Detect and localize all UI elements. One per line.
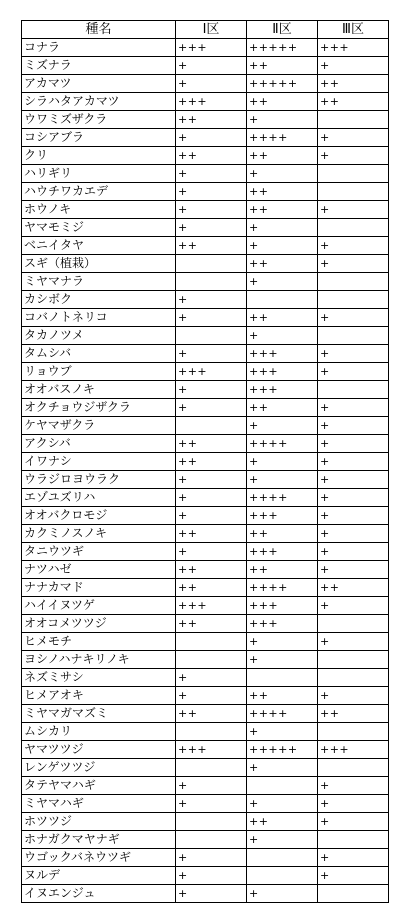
zone-2-cell: + [247, 759, 318, 777]
zone-3-cell: ++ [318, 579, 389, 597]
zone-1-cell: +++ [176, 93, 247, 111]
zone-3-cell [318, 885, 389, 903]
species-name-cell: シラハタアカマツ [22, 93, 176, 111]
table-row [22, 399, 389, 417]
table-row [22, 723, 389, 741]
table-row [22, 345, 389, 363]
zone-1-cell [176, 273, 247, 291]
species-name-cell: コナラ [22, 39, 176, 57]
zone-2-cell: +++ [247, 615, 318, 633]
zone-3-cell [318, 651, 389, 669]
zone-2-cell: ++ [247, 255, 318, 273]
zone-1-cell: + [176, 309, 247, 327]
zone-2-cell: + [247, 795, 318, 813]
species-name-cell: ウラジロヨウラク [22, 471, 176, 489]
table-row [22, 561, 389, 579]
table-row [22, 669, 389, 687]
table-row [22, 615, 389, 633]
table-row [22, 795, 389, 813]
table-header-row [22, 21, 389, 39]
zone-1-cell: + [176, 489, 247, 507]
zone-2-cell: ++ [247, 201, 318, 219]
table-row [22, 525, 389, 543]
zone-3-cell: +++ [318, 39, 389, 57]
zone-2-cell: +++ [247, 381, 318, 399]
table-row [22, 165, 389, 183]
species-name-cell: ウワミズザクラ [22, 111, 176, 129]
species-name-cell: イヌエンジュ [22, 885, 176, 903]
zone-3-cell: + [318, 471, 389, 489]
species-name-cell: ハリギリ [22, 165, 176, 183]
zone-3-cell [318, 219, 389, 237]
zone-2-cell: +++++ [247, 75, 318, 93]
table-row [22, 237, 389, 255]
table-row [22, 291, 389, 309]
table-row [22, 327, 389, 345]
table-row [22, 417, 389, 435]
zone-2-cell: ++ [247, 561, 318, 579]
table-row [22, 471, 389, 489]
zone-3-cell: + [318, 849, 389, 867]
zone-3-cell: + [318, 633, 389, 651]
zone-3-cell [318, 183, 389, 201]
zone-3-cell [318, 723, 389, 741]
header-zone-2: Ⅱ区 [247, 21, 318, 39]
species-name-cell: ヒメモチ [22, 633, 176, 651]
table-row [22, 543, 389, 561]
species-name-cell: コバノトネリコ [22, 309, 176, 327]
zone-1-cell: ++ [176, 615, 247, 633]
zone-3-cell: + [318, 417, 389, 435]
table-row [22, 75, 389, 93]
zone-1-cell: + [176, 471, 247, 489]
table-row [22, 633, 389, 651]
zone-1-cell [176, 723, 247, 741]
species-name-cell: ハウチワカエデ [22, 183, 176, 201]
zone-3-cell [318, 327, 389, 345]
zone-2-cell: ++ [247, 687, 318, 705]
zone-2-cell: + [247, 327, 318, 345]
zone-1-cell: + [176, 867, 247, 885]
species-name-cell: レンゲツツジ [22, 759, 176, 777]
zone-1-cell: ++ [176, 237, 247, 255]
zone-1-cell: + [176, 381, 247, 399]
zone-2-cell: + [247, 165, 318, 183]
zone-1-cell [176, 255, 247, 273]
zone-2-cell: ++ [247, 309, 318, 327]
table-row [22, 309, 389, 327]
zone-1-cell: + [176, 345, 247, 363]
zone-2-cell: ++ [247, 399, 318, 417]
species-name-cell: ヌルデ [22, 867, 176, 885]
species-name-cell: ホツツジ [22, 813, 176, 831]
zone-3-cell: +++ [318, 741, 389, 759]
zone-2-cell: + [247, 111, 318, 129]
zone-3-cell: + [318, 237, 389, 255]
table-row [22, 777, 389, 795]
table-row [22, 687, 389, 705]
zone-3-cell [318, 165, 389, 183]
zone-3-cell: ++ [318, 93, 389, 111]
zone-1-cell: + [176, 669, 247, 687]
zone-3-cell [318, 759, 389, 777]
species-name-cell: カシボク [22, 291, 176, 309]
zone-2-cell [247, 777, 318, 795]
species-name-cell: エゾユズリハ [22, 489, 176, 507]
table-row [22, 741, 389, 759]
zone-1-cell: + [176, 291, 247, 309]
table-row [22, 381, 389, 399]
table-row [22, 201, 389, 219]
zone-2-cell: ++ [247, 93, 318, 111]
zone-1-cell: + [176, 795, 247, 813]
zone-1-cell: ++ [176, 147, 247, 165]
zone-1-cell: ++ [176, 111, 247, 129]
zone-2-cell: + [247, 417, 318, 435]
species-name-cell: クリ [22, 147, 176, 165]
zone-3-cell: + [318, 489, 389, 507]
table-row [22, 219, 389, 237]
table-row [22, 849, 389, 867]
zone-1-cell: ++ [176, 561, 247, 579]
zone-3-cell: + [318, 201, 389, 219]
zone-1-cell [176, 651, 247, 669]
zone-1-cell: +++ [176, 363, 247, 381]
species-name-cell: ホナガクマヤナギ [22, 831, 176, 849]
zone-2-cell: ++++ [247, 129, 318, 147]
species-name-cell: ネズミサシ [22, 669, 176, 687]
zone-2-cell: + [247, 219, 318, 237]
zone-1-cell: + [176, 543, 247, 561]
zone-3-cell: + [318, 147, 389, 165]
zone-2-cell: + [247, 831, 318, 849]
zone-1-cell: +++ [176, 39, 247, 57]
zone-2-cell: ++ [247, 813, 318, 831]
species-name-cell: コシアブラ [22, 129, 176, 147]
zone-1-cell [176, 759, 247, 777]
zone-1-cell: ++ [176, 453, 247, 471]
zone-1-cell: + [176, 777, 247, 795]
table-row [22, 111, 389, 129]
header-zone-1: Ⅰ区 [176, 21, 247, 39]
zone-2-cell: + [247, 237, 318, 255]
zone-1-cell: ++ [176, 435, 247, 453]
zone-3-cell: + [318, 543, 389, 561]
zone-2-cell [247, 291, 318, 309]
zone-2-cell: + [247, 885, 318, 903]
species-name-cell: オクチョウジザクラ [22, 399, 176, 417]
zone-2-cell [247, 849, 318, 867]
table-row [22, 813, 389, 831]
species-name-cell: タテヤマハギ [22, 777, 176, 795]
table-row [22, 453, 389, 471]
zone-3-cell [318, 291, 389, 309]
species-name-cell: ヨシノハナキリノキ [22, 651, 176, 669]
table-row [22, 57, 389, 75]
zone-1-cell: + [176, 57, 247, 75]
zone-3-cell: + [318, 345, 389, 363]
zone-2-cell: + [247, 453, 318, 471]
table-row [22, 831, 389, 849]
species-name-cell: ベニイタヤ [22, 237, 176, 255]
species-name-cell: カクミノスノキ [22, 525, 176, 543]
header-zone-3: Ⅲ区 [318, 21, 389, 39]
zone-2-cell: + [247, 471, 318, 489]
zone-1-cell [176, 417, 247, 435]
table-row [22, 579, 389, 597]
zone-2-cell [247, 867, 318, 885]
zone-3-cell: + [318, 453, 389, 471]
zone-2-cell: +++ [247, 543, 318, 561]
zone-3-cell: + [318, 561, 389, 579]
zone-2-cell: +++++ [247, 741, 318, 759]
table-row [22, 147, 389, 165]
species-name-cell: ミズナラ [22, 57, 176, 75]
zone-1-cell: ++ [176, 579, 247, 597]
zone-3-cell: + [318, 399, 389, 417]
zone-1-cell [176, 633, 247, 651]
zone-2-cell: ++ [247, 183, 318, 201]
species-name-cell: ヤマモミジ [22, 219, 176, 237]
species-name-cell: スギ（植栽） [22, 255, 176, 273]
zone-1-cell: + [176, 75, 247, 93]
species-table-container [21, 20, 389, 903]
zone-2-cell: +++ [247, 363, 318, 381]
zone-3-cell: + [318, 57, 389, 75]
zone-2-cell: ++ [247, 525, 318, 543]
species-name-cell: アクシバ [22, 435, 176, 453]
species-abundance-table [21, 20, 389, 903]
zone-2-cell [247, 669, 318, 687]
species-name-cell: タニウツギ [22, 543, 176, 561]
table-row [22, 129, 389, 147]
zone-3-cell: + [318, 255, 389, 273]
species-name-cell: ウゴックバネウツギ [22, 849, 176, 867]
zone-3-cell: + [318, 435, 389, 453]
table-row [22, 255, 389, 273]
zone-3-cell: + [318, 363, 389, 381]
table-row [22, 507, 389, 525]
zone-2-cell: + [247, 651, 318, 669]
species-name-cell: ハイイヌツゲ [22, 597, 176, 615]
zone-1-cell: + [176, 201, 247, 219]
species-name-cell: ナナカマド [22, 579, 176, 597]
species-name-cell: ミヤマハギ [22, 795, 176, 813]
species-name-cell: オオコメツツジ [22, 615, 176, 633]
zone-1-cell: + [176, 687, 247, 705]
zone-2-cell: ++ [247, 57, 318, 75]
species-name-cell: イワナシ [22, 453, 176, 471]
zone-3-cell [318, 615, 389, 633]
table-row [22, 651, 389, 669]
zone-3-cell: + [318, 687, 389, 705]
zone-2-cell: ++++ [247, 489, 318, 507]
zone-2-cell: +++ [247, 345, 318, 363]
species-name-cell: リョウブ [22, 363, 176, 381]
zone-3-cell: + [318, 813, 389, 831]
species-name-cell: ミヤマガマズミ [22, 705, 176, 723]
zone-2-cell: +++ [247, 597, 318, 615]
zone-2-cell: ++ [247, 147, 318, 165]
species-name-cell: オオバスノキ [22, 381, 176, 399]
zone-1-cell: + [176, 183, 247, 201]
zone-2-cell: +++++ [247, 39, 318, 57]
species-name-cell: ヤマツツジ [22, 741, 176, 759]
zone-1-cell [176, 831, 247, 849]
zone-1-cell [176, 813, 247, 831]
zone-2-cell: ++++ [247, 435, 318, 453]
species-name-cell: タカノツメ [22, 327, 176, 345]
zone-1-cell: ++ [176, 525, 247, 543]
zone-3-cell: + [318, 795, 389, 813]
zone-3-cell: ++ [318, 75, 389, 93]
zone-3-cell: + [318, 867, 389, 885]
table-row [22, 363, 389, 381]
species-name-cell: ヒメアオキ [22, 687, 176, 705]
zone-1-cell: + [176, 849, 247, 867]
zone-1-cell: + [176, 399, 247, 417]
zone-3-cell: + [318, 597, 389, 615]
table-row [22, 435, 389, 453]
zone-2-cell: +++ [247, 507, 318, 525]
zone-3-cell: + [318, 525, 389, 543]
species-name-cell: オオバクロモジ [22, 507, 176, 525]
zone-3-cell [318, 669, 389, 687]
table-row [22, 759, 389, 777]
species-name-cell: アカマツ [22, 75, 176, 93]
table-row [22, 867, 389, 885]
table-row [22, 39, 389, 57]
zone-1-cell: +++ [176, 741, 247, 759]
zone-3-cell: ++ [318, 705, 389, 723]
zone-1-cell: ++ [176, 705, 247, 723]
species-name-cell: タムシバ [22, 345, 176, 363]
table-row [22, 273, 389, 291]
zone-3-cell: + [318, 309, 389, 327]
zone-1-cell: + [176, 129, 247, 147]
zone-1-cell: + [176, 885, 247, 903]
table-row [22, 885, 389, 903]
zone-3-cell [318, 111, 389, 129]
table-row [22, 597, 389, 615]
species-name-cell: ナツハゼ [22, 561, 176, 579]
zone-3-cell: + [318, 129, 389, 147]
species-name-cell: ケヤマザクラ [22, 417, 176, 435]
zone-2-cell: + [247, 633, 318, 651]
zone-1-cell: + [176, 165, 247, 183]
species-name-cell: ミヤマナラ [22, 273, 176, 291]
zone-3-cell [318, 831, 389, 849]
zone-1-cell: + [176, 507, 247, 525]
zone-3-cell [318, 273, 389, 291]
zone-3-cell: + [318, 777, 389, 795]
species-name-cell: ホウノキ [22, 201, 176, 219]
zone-3-cell [318, 381, 389, 399]
table-body [22, 39, 389, 903]
table-row [22, 489, 389, 507]
zone-1-cell: + [176, 219, 247, 237]
zone-1-cell: +++ [176, 597, 247, 615]
zone-3-cell: + [318, 507, 389, 525]
species-name-cell: ムシカリ [22, 723, 176, 741]
zone-2-cell: ++++ [247, 579, 318, 597]
zone-1-cell [176, 327, 247, 345]
table-row [22, 183, 389, 201]
table-row [22, 705, 389, 723]
zone-2-cell: + [247, 723, 318, 741]
header-species-name: 種名 [22, 21, 176, 39]
zone-2-cell: ++++ [247, 705, 318, 723]
zone-2-cell: + [247, 273, 318, 291]
table-row [22, 93, 389, 111]
